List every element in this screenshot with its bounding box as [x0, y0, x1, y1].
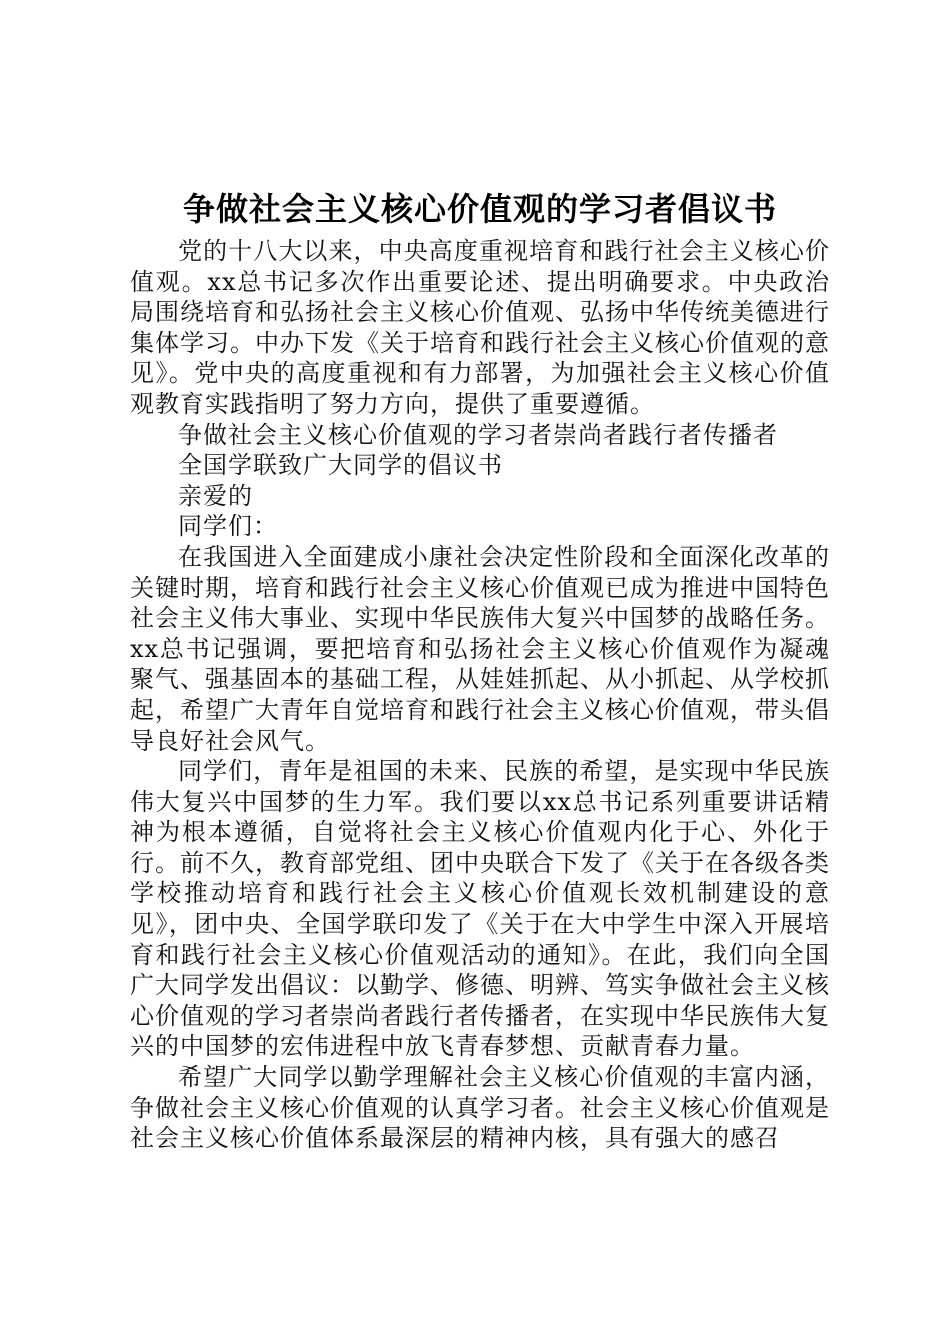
paragraph-intro: 党的十八大以来，中央高度重视培育和践行社会主义核心价值观。xx总书记多次作出重要论述、提出明确要求。中央政治局围绕培育和弘扬社会主义核心价值观、弘扬中华传统美德进行集体学习。中办下发《关于培育和践行社会主义核心价值观的意见》。党中央的高度重视和有力部署，为加强社会主义核心价值观教育实践指明了努力方向，提供了重要遵循。 [130, 237, 830, 418]
paragraph-context: 在我国进入全面建成小康社会决定性阶段和全面深化改革的关键时期，培育和践行社会主义核心价值观已成为推进中国特色社会主义伟大事业、实现中华民族伟大复兴中国梦的战略任务。xx总书记强调，要把培育和弘扬社会主义核心价值观作为凝魂聚气、强基固本的基础工程，从娃娃抓起、从小抓起、从学校抓起，希望广大青年自觉培育和践行社会主义核心价值观，带头倡导良好社会风气。 [130, 542, 830, 755]
paragraph-letter-heading: 全国学联致广大同学的倡议书 [178, 451, 503, 480]
paragraph-hope: 希望广大同学以勤学理解社会主义核心价值观的丰富内涵，争做社会主义核心价值观的认真学习者。社会主义核心价值观是社会主义核心价值体系最深层的精神内核，具有强大的感召 [130, 1063, 830, 1153]
paragraph-subtitle: 争做社会主义核心价值观的学习者崇尚者践行者传播者 [178, 420, 778, 449]
document-title: 争做社会主义核心价值观的学习者倡议书 [182, 190, 777, 228]
document-body [130, 186, 830, 1154]
paragraph-appeal: 同学们，青年是祖国的未来、民族的希望，是实现中华民族伟大复兴中国梦的生力军。我们要以xx总书记系列重要讲话精神为根本遵循，自觉将社会主义核心价值观内化于心、外化于行。前不久，教育部党组、团中央联合下发了《关于在各级各类学校推动培育和践行社会主义核心价值观长效机制建设的意见》，团中央、全国学联印发了《关于在大中学生中深入开展培育和践行社会主义核心价值观活动的通知》。在此，我们向全国广大同学发出倡议：以勤学、修德、明辨、笃实争做社会主义核心价值观的学习者崇尚者践行者传播者，在实现中华民族伟大复兴的中国梦的宏伟进程中放飞青春梦想、贡献青春力量。 [130, 757, 830, 1061]
paragraph-salutation-2: 同学们： [178, 512, 278, 541]
paragraph-salutation-1: 亲爱的 [178, 481, 253, 510]
